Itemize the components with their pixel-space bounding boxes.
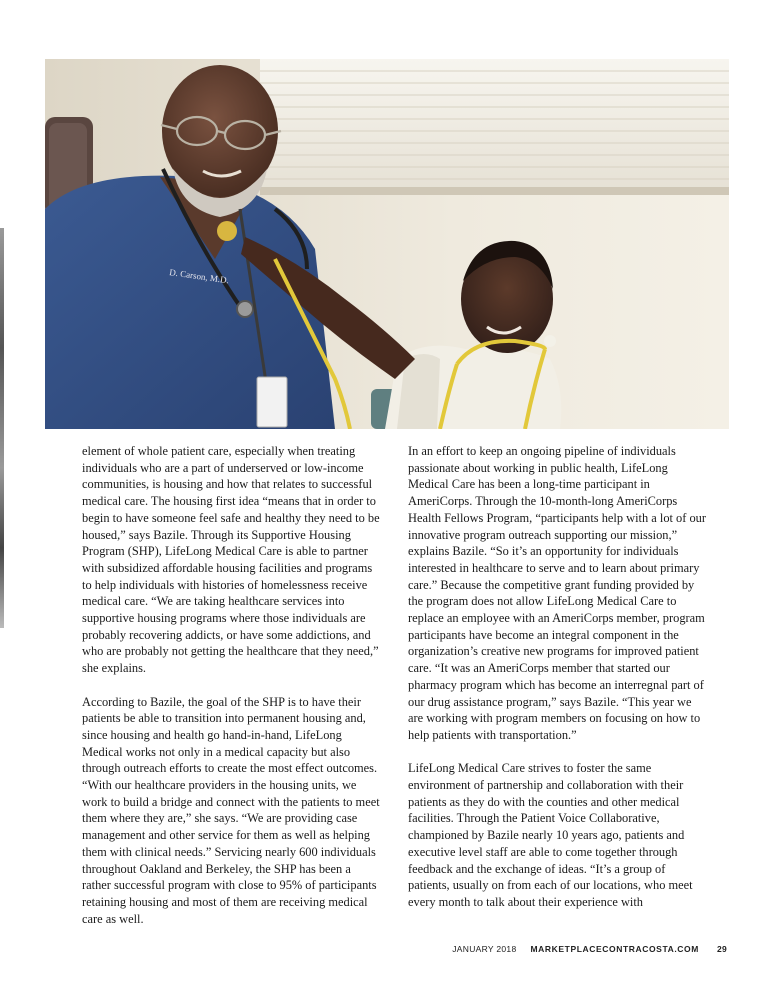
body-paragraph: LifeLong Medical Care strives to foster the same environment of partnership and collaboration with their patients as they do with the counties and other medical facilities. Through the Patient Voice Collaborative, championed by Bazile nearly 10 years ago, patients and executive level staff are able to come together through feedback and the exchange of ideas. “It’s a group of patients, usually on from each of our locations, who meet every month to talk about their experience with [408, 761, 693, 909]
previous-page-edge [0, 228, 4, 628]
website-url: MARKETPLACECONTRACOSTA.COM [530, 944, 699, 954]
page-number: 29 [716, 944, 727, 954]
right-text-column [408, 443, 706, 927]
article-photo [45, 59, 729, 429]
svg-text:D. Carson, M.D.: D. Carson, M.D. [168, 267, 230, 286]
left-text-column [82, 443, 380, 944]
issue-date: JANUARY 2018 [452, 944, 517, 954]
body-paragraph: element of whole patient care, especially when treating individuals who are a part of underserved or low-income communities, is housing and how that relates to successful medical care. The housing first idea “means that in order to begin to have someone feel safe and healthy they need to be housed,” says Bazile. Through its Supportive Housing Program (SHP), LifeLong Medical Care is able to partner with subsidized affordable housing facilities and programs to help individuals with histories of homelessness receive medical care. “We are taking healthcare services into supportive housing programs where those individuals are probably recovering addicts, or have some addictions, and who are probably not getting the healthcare that they need,” she explains. [82, 444, 380, 676]
body-paragraph: In an effort to keep an ongoing pipeline of individuals passionate about working in public health, LifeLong Medical Care has been a long-time participant in AmeriCorps. Through the 10-month-long AmeriCorps Health Fellows Program, “participants help with a lot of our innovative program outreach supporting our mission,” explains Bazile. “So it’s an opportunity for individuals interested in healthcare to serve and to learn about primary care.” Because the competitive grant funding provided by the program does not allow LifeLong Medical Care to replace an employee with an AmeriCorps member, program participants have become an integral component in the organization’s creative new programs for improved patient care. “It was an AmeriCorps member that started our pharmacy program which has become an interregnal part of our drug assistance program,” says Bazile. “This year we are working with program members on focusing on how to help patients with transportation.” [408, 444, 706, 742]
body-paragraph: According to Bazile, the goal of the SHP is to have their patients be able to transition into permanent housing and, since housing and health go hand-in-hand, LifeLong Medical works not only in a medical capacity but also through outreach efforts to create the most effect outcomes. “With our healthcare providers in the housing units, we work to build a bridge and connect with the patients to meet them where they are,” she says. “We are providing case management and other service for them as well as helping them with clinical needs.” Servicing nearly 600 individuals throughout Oakland and Berkeley, the SHP has been a rather successful program with close to 95% of participants retaining housing and most of them are receiving medical care as well. [82, 694, 380, 926]
page-footer [452, 944, 727, 954]
